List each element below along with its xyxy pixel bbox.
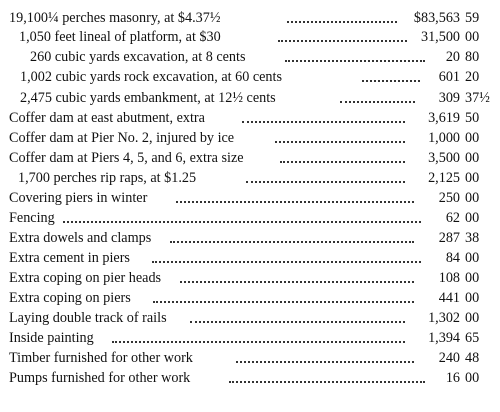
item-cents: 00 xyxy=(465,290,480,306)
item-dollars: 441 xyxy=(438,290,460,306)
leader-dots xyxy=(278,40,407,42)
item-label: 1,700 perches rip raps, at $1.25 xyxy=(18,170,197,186)
ledger-row xyxy=(0,8,500,28)
ledger-row xyxy=(0,368,500,388)
item-label: Covering piers in winter xyxy=(9,190,148,206)
item-dollars: 62 xyxy=(445,210,460,226)
leader-dots xyxy=(152,261,421,263)
item-dollars: 2,125 xyxy=(428,170,460,186)
item-cents: 00 xyxy=(465,210,480,226)
leader-dots xyxy=(63,221,421,223)
leader-dots xyxy=(275,141,405,143)
ledger-row xyxy=(0,168,500,188)
leader-dots xyxy=(242,121,405,123)
item-cents: 00 xyxy=(465,250,480,266)
item-label: Laying double track of rails xyxy=(9,310,167,326)
item-label: Fencing xyxy=(9,210,55,226)
item-dollars: 240 xyxy=(438,350,460,366)
item-cents: 65 xyxy=(465,330,480,346)
ledger-row xyxy=(0,108,500,128)
ledger-row xyxy=(0,348,500,368)
ledger-row xyxy=(0,248,500,268)
leader-dots xyxy=(112,341,405,343)
leader-dots xyxy=(362,80,420,82)
leader-dots xyxy=(287,21,397,23)
item-dollars: 250 xyxy=(438,190,460,206)
ledger-row xyxy=(0,47,500,67)
item-cents: 37½ xyxy=(465,90,490,106)
item-label: 260 cubic yards excavation, at 8 cents xyxy=(30,49,246,65)
ledger-row xyxy=(0,228,500,248)
item-dollars: 601 xyxy=(438,69,460,85)
item-label: Extra dowels and clamps xyxy=(9,230,152,246)
item-label: 2,475 cubic yards embankment, at 12½ cents xyxy=(20,90,276,106)
item-label: Inside painting xyxy=(9,330,94,346)
item-label: Coffer dam at east abutment, extra xyxy=(9,110,205,126)
ledger-row xyxy=(0,88,500,108)
ledger-row xyxy=(0,188,500,208)
leader-dots xyxy=(190,321,405,323)
leader-dots xyxy=(170,241,414,243)
item-label: Coffer dam at Piers 4, 5, and 6, extra size xyxy=(9,150,244,166)
item-label: 1,050 feet lineal of platform, at $30 xyxy=(19,29,221,45)
item-dollars: 3,500 xyxy=(428,150,460,166)
ledger-row xyxy=(0,308,500,328)
item-label: 1,002 cubic yards rock excavation, at 60 cents xyxy=(20,69,282,85)
item-dollars: 287 xyxy=(438,230,460,246)
ledger-row xyxy=(0,27,500,47)
item-cents: 50 xyxy=(465,110,480,126)
item-label: Extra coping on piers xyxy=(9,290,131,306)
ledger-row xyxy=(0,328,500,348)
item-label: Coffer dam at Pier No. 2, injured by ice xyxy=(9,130,235,146)
ledger-row xyxy=(0,268,500,288)
item-cents: 00 xyxy=(465,170,480,186)
item-dollars: 3,619 xyxy=(428,110,460,126)
item-cents: 48 xyxy=(465,350,480,366)
item-dollars: 20 xyxy=(445,49,460,65)
item-cents: 38 xyxy=(465,230,480,246)
ledger-row xyxy=(0,288,500,308)
item-label: 19,100¼ perches masonry, at $4.37½ xyxy=(9,10,221,26)
leader-dots xyxy=(180,281,414,283)
leader-dots xyxy=(229,381,425,383)
leader-dots xyxy=(246,181,405,183)
ledger-row xyxy=(0,128,500,148)
item-cents: 00 xyxy=(465,130,480,146)
leader-dots xyxy=(236,361,414,363)
item-cents: 00 xyxy=(465,370,480,386)
item-cents: 00 xyxy=(465,310,480,326)
item-cents: 80 xyxy=(465,49,480,65)
item-dollars: 1,302 xyxy=(428,310,460,326)
item-label: Extra coping on pier heads xyxy=(9,270,162,286)
item-label: Pumps furnished for other work xyxy=(9,370,191,386)
item-cents: 00 xyxy=(465,190,480,206)
item-cents: 59 xyxy=(465,10,480,26)
ledger-row xyxy=(0,67,500,87)
item-dollars: 31,500 xyxy=(420,29,460,45)
item-dollars: $83,563 xyxy=(413,10,460,26)
leader-dots xyxy=(285,60,425,62)
item-cents: 00 xyxy=(465,29,480,45)
leader-dots xyxy=(280,161,405,163)
item-cents: 00 xyxy=(465,270,480,286)
item-cents: 00 xyxy=(465,150,480,166)
item-dollars: 309 xyxy=(438,90,460,106)
item-dollars: 1,000 xyxy=(428,130,460,146)
item-cents: 20 xyxy=(465,69,480,85)
leader-dots xyxy=(176,201,414,203)
item-label: Timber furnished for other work xyxy=(9,350,193,366)
item-dollars: 84 xyxy=(445,250,460,266)
item-label: Extra cement in piers xyxy=(9,250,130,266)
leader-dots xyxy=(340,101,415,103)
ledger-row xyxy=(0,208,500,228)
item-dollars: 16 xyxy=(445,370,460,386)
item-dollars: 108 xyxy=(438,270,460,286)
leader-dots xyxy=(153,301,414,303)
item-dollars: 1,394 xyxy=(428,330,460,346)
ledger-row xyxy=(0,148,500,168)
